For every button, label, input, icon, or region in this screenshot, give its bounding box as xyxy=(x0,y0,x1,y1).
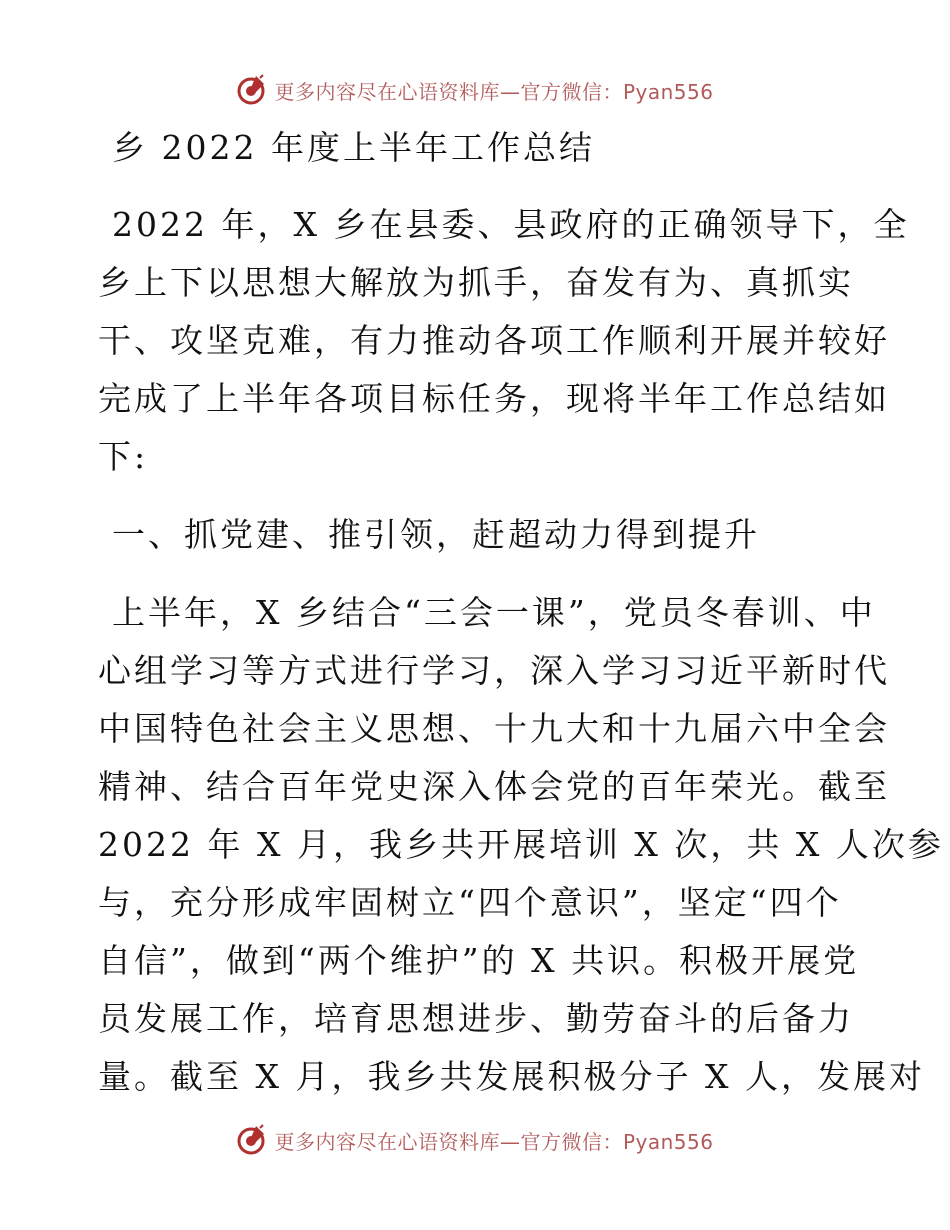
section-heading: 一、抓党建、推引领，赶超动力得到提升 xyxy=(112,515,760,554)
intro-line: 干、攻坚克难，有力推动各项工作顺利开展并较好 xyxy=(98,321,890,360)
body-line: 心组学习等方式进行学习，深入学习习近平新时代 xyxy=(98,651,890,690)
document-body xyxy=(98,120,944,1106)
footer-watermark-banner xyxy=(0,1120,950,1160)
header-watermark-text: 更多内容尽在心语资料库—官方微信：Pyan556 xyxy=(274,79,714,104)
intro-line: 2022 年，X 乡在县委、县政府的正确领导下，全 xyxy=(112,205,910,244)
intro-line: 下: xyxy=(98,437,149,476)
intro-line: 完成了上半年各项目标任务，现将半年工作总结如 xyxy=(98,379,890,418)
body-line: 中国特色社会主义思想、十九大和十九届六中全会 xyxy=(98,709,890,748)
body-line: 2022 年 X 月，我乡共开展培训 X 次，共 X 人次参 xyxy=(98,825,944,864)
red-quill-seal-icon xyxy=(236,1124,268,1156)
body-line: 员发展工作，培育思想进步、勤劳奋斗的后备力 xyxy=(98,999,854,1038)
body-line: 自信”，做到“两个维护”的 X 共识。积极开展党 xyxy=(98,941,860,980)
body-line: 量。截至 X 月，我乡共发展积极分子 X 人，发展对 xyxy=(98,1057,925,1096)
body-line: 精神、结合百年党史深入体会党的百年荣光。截至 xyxy=(98,767,890,806)
header-watermark-banner xyxy=(0,70,950,110)
intro-line: 乡上下以思想大解放为抓手，奋发有为、真抓实 xyxy=(98,263,854,302)
body-line: 上半年，X 乡结合“三会一课”，党员冬春训、中 xyxy=(112,593,876,632)
footer-watermark-text: 更多内容尽在心语资料库—官方微信：Pyan556 xyxy=(274,1129,714,1154)
body-line: 与，充分形成牢固树立“四个意识”，坚定“四个 xyxy=(98,883,842,922)
red-quill-seal-icon xyxy=(236,74,268,106)
document-title: 乡 2022 年度上半年工作总结 xyxy=(112,128,595,167)
